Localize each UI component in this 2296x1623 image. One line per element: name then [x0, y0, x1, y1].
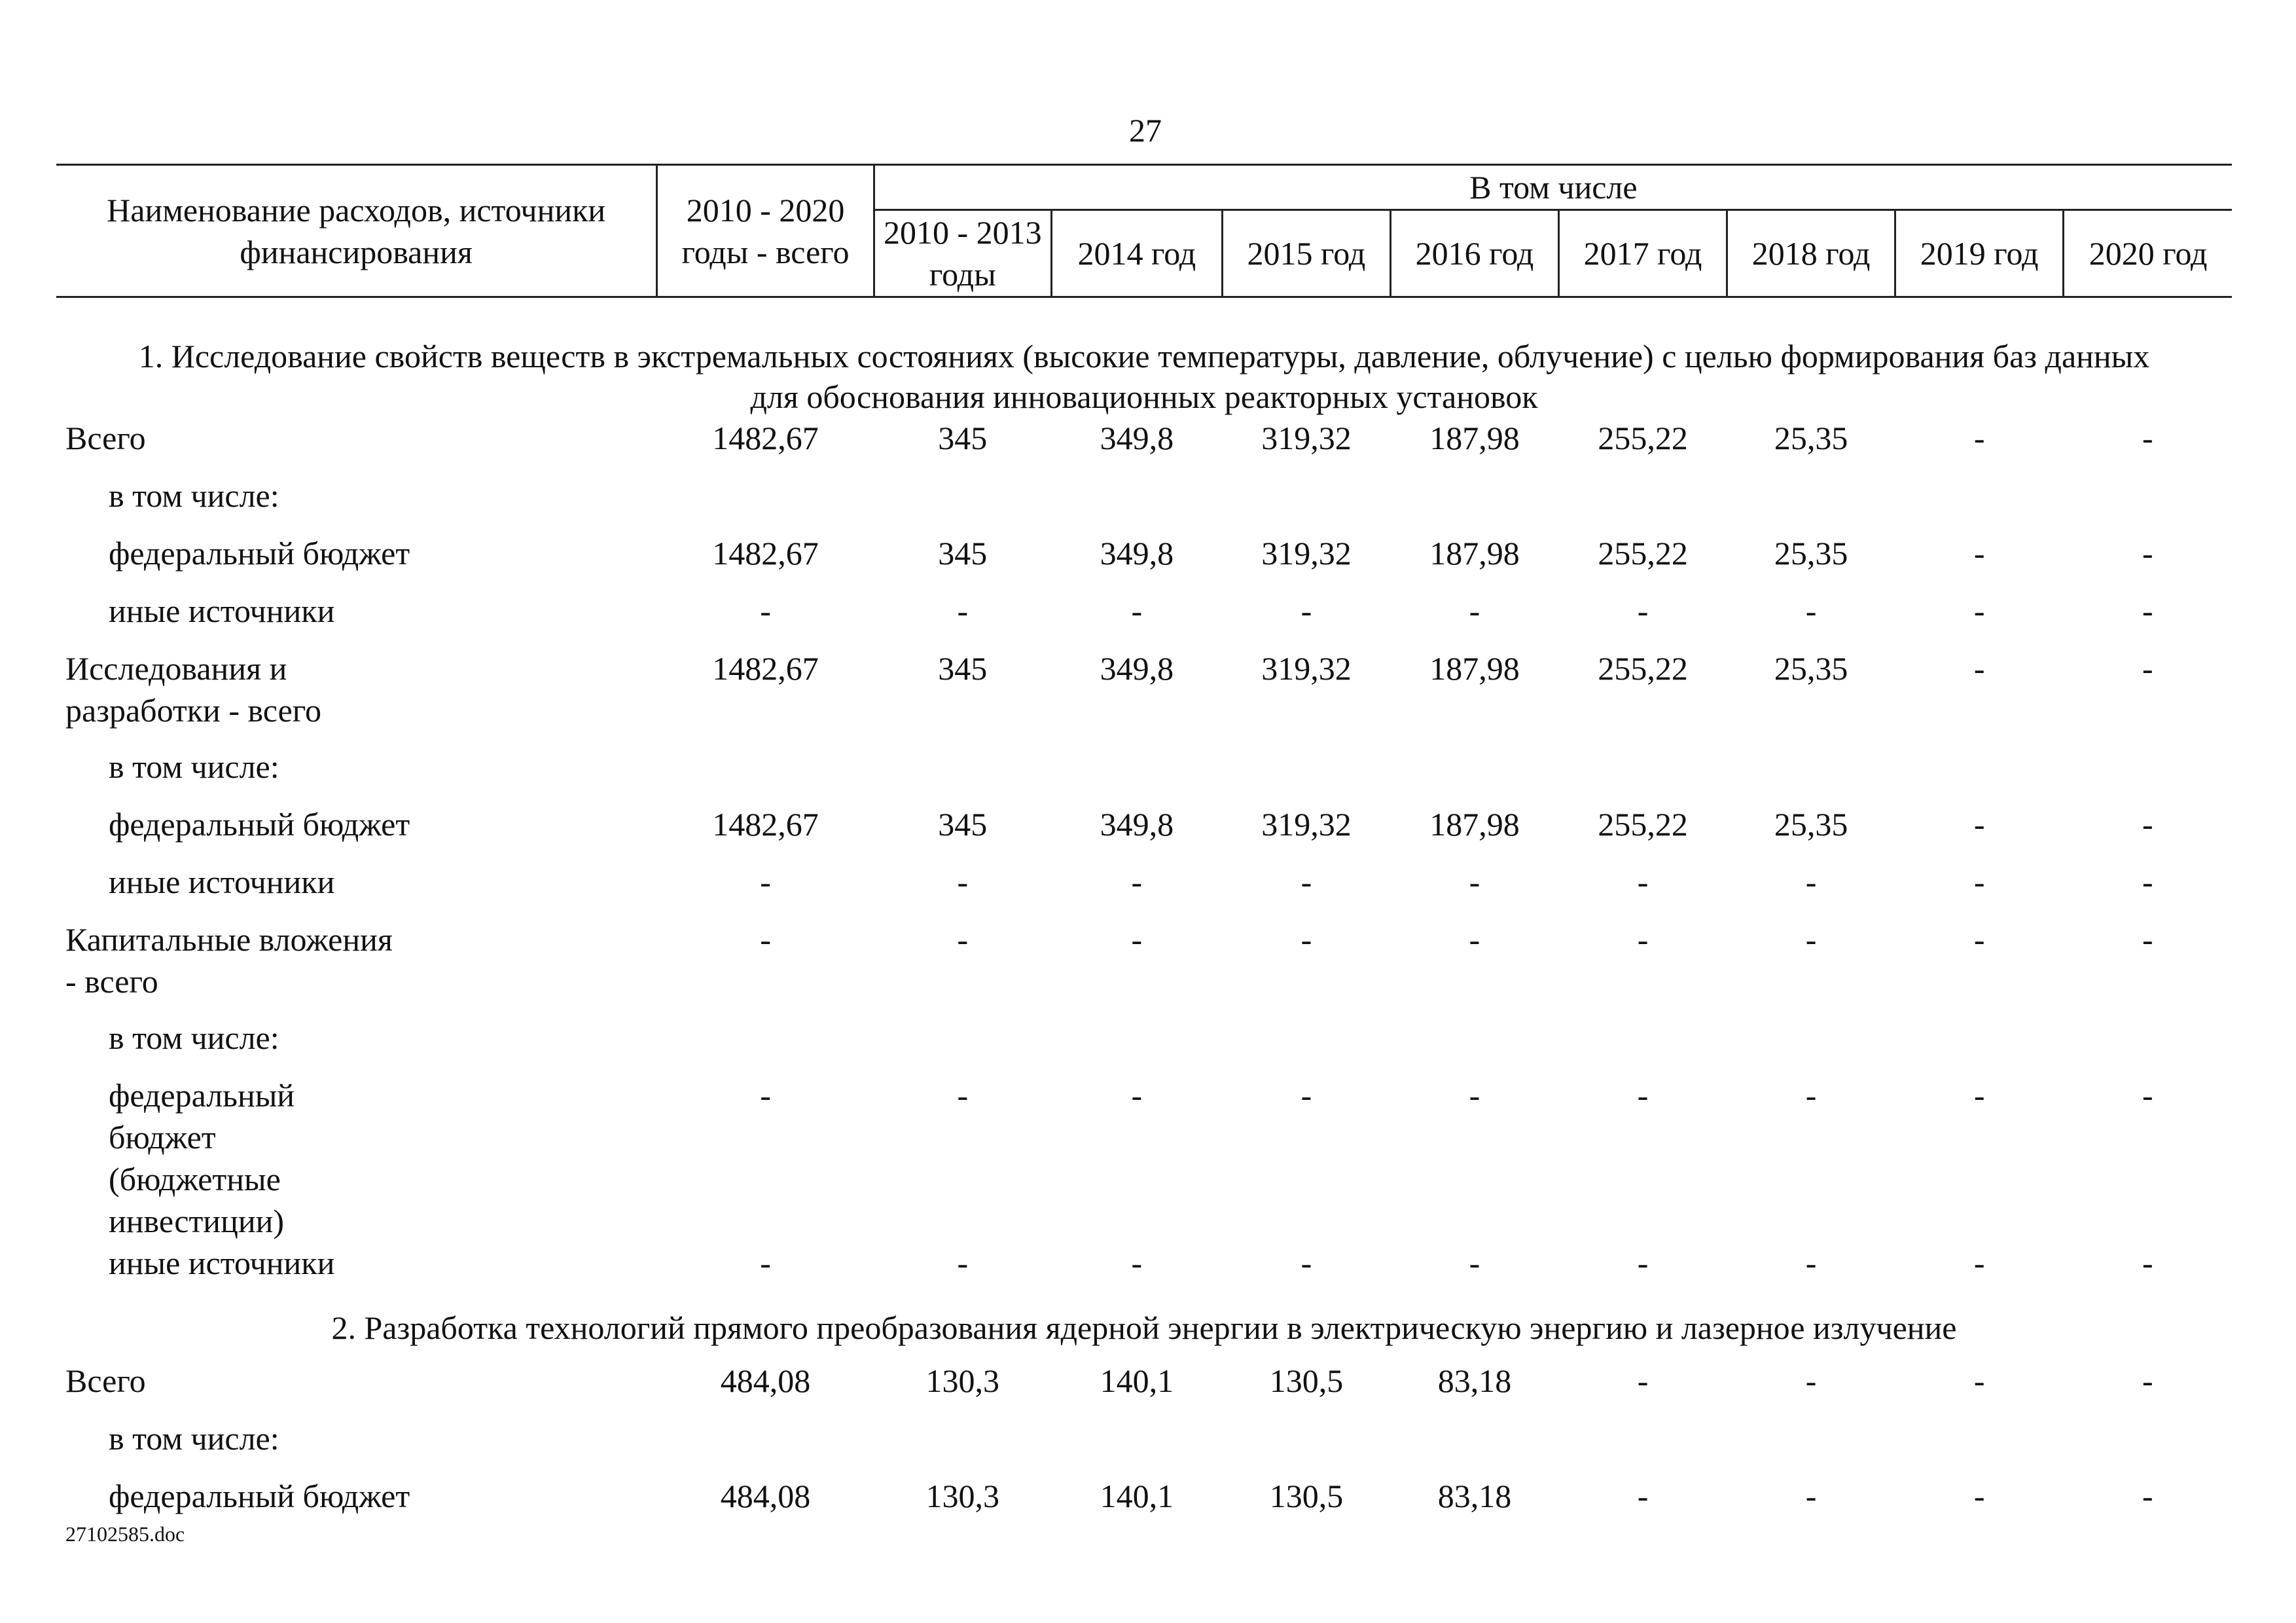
- value-cell: 345: [938, 650, 988, 687]
- table-row: [56, 1475, 2232, 1533]
- value-cell: -: [957, 864, 969, 900]
- value-cell: [1895, 1017, 2064, 1074]
- section-title: 2. Разработка технологий прямого преобразования ядерной энергии в электрическую энергию и лазерное излучение: [331, 1309, 1957, 1346]
- value-cell: -: [1469, 1077, 1480, 1114]
- value-cell: -: [2142, 593, 2153, 629]
- value-cell: 83,18: [1437, 1478, 1512, 1514]
- header-year-2020: 2020 год: [2064, 210, 2232, 297]
- value-cell: [1390, 746, 1558, 803]
- value-cell: -: [2142, 420, 2153, 456]
- value-cell: 140,1: [1100, 1478, 1174, 1514]
- value-cell: [2064, 475, 2232, 532]
- value-cell: -: [1131, 1077, 1143, 1114]
- value-cell: -: [760, 1245, 771, 1281]
- value-cell: 25,35: [1774, 420, 1848, 456]
- header-year-2017: 2017 год: [1559, 210, 1727, 297]
- table-row: [56, 861, 2232, 919]
- value-cell: 140,1: [1100, 1362, 1174, 1399]
- value-cell: [1390, 475, 1558, 532]
- value-cell: 83,18: [1437, 1362, 1512, 1399]
- value-cell: [1222, 475, 1390, 532]
- table-row: [56, 1074, 2232, 1242]
- value-cell: 1482,67: [712, 535, 819, 572]
- value-cell: [1222, 746, 1390, 803]
- value-cell: 319,32: [1261, 650, 1352, 687]
- value-cell: [1559, 746, 1727, 803]
- table-row: [56, 1360, 2232, 1417]
- value-cell: [1051, 1417, 1222, 1475]
- value-cell: 1482,67: [712, 420, 819, 456]
- table-row: [56, 475, 2232, 532]
- footer-filename: 27102585.doc: [65, 1522, 185, 1546]
- value-cell: [1222, 1017, 1390, 1074]
- value-cell: 187,98: [1429, 420, 1520, 456]
- value-cell: -: [1973, 535, 1985, 572]
- value-cell: 349,8: [1100, 650, 1174, 687]
- value-cell: [657, 475, 874, 532]
- value-cell: -: [1973, 1077, 1985, 1114]
- value-cell: [1727, 1017, 1895, 1074]
- value-cell: [1559, 475, 1727, 532]
- value-cell: -: [1973, 806, 1985, 843]
- header-year-2015: 2015 год: [1222, 210, 1390, 297]
- value-cell: -: [1300, 1245, 1312, 1281]
- row-label: иные источники: [109, 593, 335, 629]
- header-year-2018: 2018 год: [1727, 210, 1895, 297]
- value-cell: -: [1805, 921, 1817, 958]
- value-cell: -: [1637, 593, 1649, 629]
- row-label: федеральный бюджет: [109, 535, 410, 572]
- value-cell: 255,22: [1598, 650, 1688, 687]
- row-label: в том числе:: [109, 748, 279, 785]
- value-cell: 130,5: [1269, 1478, 1344, 1514]
- value-cell: 319,32: [1261, 806, 1352, 843]
- value-cell: 345: [938, 535, 988, 572]
- value-cell: [874, 746, 1051, 803]
- header-year-2014: 2014 год: [1051, 210, 1222, 297]
- row-label: федеральный бюджет (бюджетные инвестиции): [109, 1077, 295, 1239]
- row-label: в том числе:: [109, 477, 279, 514]
- value-cell: -: [2142, 921, 2153, 958]
- row-label: в том числе:: [109, 1019, 279, 1056]
- value-cell: [874, 1017, 1051, 1074]
- value-cell: -: [1805, 1077, 1817, 1114]
- section-title: 1. Исследование свойств веществ в экстремальных состояниях (высокие температуры, давление, облучение) с целью формирования баз данных для обоснования инновационных реакторных установок: [138, 338, 2150, 415]
- value-cell: 25,35: [1774, 650, 1848, 687]
- row-label: иные источники: [109, 1245, 335, 1281]
- value-cell: [657, 746, 874, 803]
- value-cell: -: [2142, 806, 2153, 843]
- financing-table: [56, 164, 2232, 1533]
- table-body: [56, 297, 2232, 1533]
- value-cell: 345: [938, 806, 988, 843]
- value-cell: -: [1805, 1478, 1817, 1514]
- value-cell: -: [1973, 593, 1985, 629]
- value-cell: [1390, 1417, 1558, 1475]
- value-cell: [1559, 1017, 1727, 1074]
- value-cell: 319,32: [1261, 535, 1352, 572]
- value-cell: [1222, 1417, 1390, 1475]
- table-row: [56, 417, 2232, 475]
- value-cell: [874, 1417, 1051, 1475]
- header-year-2016: 2016 год: [1390, 210, 1558, 297]
- value-cell: 1482,67: [712, 650, 819, 687]
- value-cell: 484,08: [720, 1478, 811, 1514]
- value-cell: -: [1973, 921, 1985, 958]
- value-cell: [1559, 1417, 1727, 1475]
- value-cell: [1727, 475, 1895, 532]
- value-cell: -: [760, 1077, 771, 1114]
- value-cell: -: [957, 1245, 969, 1281]
- value-cell: -: [1131, 864, 1143, 900]
- value-cell: [1895, 1417, 2064, 1475]
- header-year-2019: 2019 год: [1895, 210, 2064, 297]
- row-label: в том числе:: [109, 1420, 279, 1457]
- header-name-column: Наименование расходов, источники финансирования: [56, 165, 657, 297]
- value-cell: -: [1469, 921, 1480, 958]
- value-cell: [1895, 475, 2064, 532]
- value-cell: -: [1805, 1362, 1817, 1399]
- row-label: Всего: [65, 420, 146, 456]
- value-cell: -: [957, 593, 969, 629]
- header-total-column: 2010 - 2020 годы - всего: [657, 165, 874, 297]
- value-cell: -: [1973, 1245, 1985, 1281]
- value-cell: 25,35: [1774, 535, 1848, 572]
- value-cell: 187,98: [1429, 650, 1520, 687]
- table-row: [56, 746, 2232, 803]
- table-row: [56, 1017, 2232, 1074]
- value-cell: -: [760, 864, 771, 900]
- value-cell: -: [1131, 593, 1143, 629]
- table-row: [56, 803, 2232, 861]
- value-cell: -: [1805, 864, 1817, 900]
- value-cell: [1051, 746, 1222, 803]
- value-cell: -: [1637, 1245, 1649, 1281]
- row-label: иные источники: [109, 864, 335, 900]
- value-cell: 25,35: [1774, 806, 1848, 843]
- value-cell: -: [2142, 1077, 2153, 1114]
- row-label: федеральный бюджет: [109, 806, 410, 843]
- value-cell: -: [1131, 1245, 1143, 1281]
- value-cell: [657, 1417, 874, 1475]
- value-cell: [2064, 1417, 2232, 1475]
- value-cell: 130,3: [925, 1478, 1000, 1514]
- value-cell: -: [2142, 1478, 2153, 1514]
- value-cell: -: [1637, 864, 1649, 900]
- value-cell: -: [1300, 864, 1312, 900]
- value-cell: [2064, 1017, 2232, 1074]
- value-cell: -: [1805, 1245, 1817, 1281]
- row-label: федеральный бюджет: [109, 1478, 410, 1514]
- value-cell: -: [2142, 1245, 2153, 1281]
- value-cell: -: [760, 593, 771, 629]
- value-cell: 255,22: [1598, 420, 1688, 456]
- value-cell: -: [760, 921, 771, 958]
- value-cell: -: [1300, 1077, 1312, 1114]
- value-cell: 484,08: [720, 1362, 811, 1399]
- value-cell: 255,22: [1598, 806, 1688, 843]
- value-cell: -: [2142, 1362, 2153, 1399]
- value-cell: -: [1637, 1077, 1649, 1114]
- value-cell: [1895, 746, 2064, 803]
- value-cell: -: [2142, 864, 2153, 900]
- value-cell: -: [1973, 1478, 1985, 1514]
- table-row: [56, 532, 2232, 590]
- value-cell: -: [1973, 864, 1985, 900]
- value-cell: -: [1973, 650, 1985, 687]
- value-cell: -: [957, 921, 969, 958]
- value-cell: 187,98: [1429, 806, 1520, 843]
- row-label: Всего: [65, 1362, 146, 1399]
- header-year-2010-2013: 2010 - 2013 годы: [874, 210, 1051, 297]
- financing-table-wrapper: [56, 164, 2232, 1533]
- value-cell: [2064, 746, 2232, 803]
- value-cell: -: [1805, 593, 1817, 629]
- value-cell: [657, 1017, 874, 1074]
- value-cell: 349,8: [1100, 535, 1174, 572]
- table-row: [56, 590, 2232, 647]
- value-cell: [1727, 1417, 1895, 1475]
- section-heading-row: [56, 297, 2232, 418]
- value-cell: -: [1973, 420, 1985, 456]
- value-cell: 187,98: [1429, 535, 1520, 572]
- value-cell: [874, 475, 1051, 532]
- row-label: Капитальные вложения - всего: [65, 921, 393, 1000]
- value-cell: 349,8: [1100, 806, 1174, 843]
- row-label: Исследования и разработки - всего: [65, 650, 322, 729]
- value-cell: 255,22: [1598, 535, 1688, 572]
- value-cell: -: [1469, 1245, 1480, 1281]
- value-cell: -: [1300, 593, 1312, 629]
- value-cell: [1051, 1017, 1222, 1074]
- value-cell: -: [957, 1077, 969, 1114]
- value-cell: 130,5: [1269, 1362, 1344, 1399]
- table-row: [56, 1417, 2232, 1475]
- value-cell: -: [1300, 921, 1312, 958]
- value-cell: -: [1637, 1478, 1649, 1514]
- page-number: 27: [1129, 112, 1162, 149]
- value-cell: 349,8: [1100, 420, 1174, 456]
- value-cell: -: [2142, 650, 2153, 687]
- table-row: [56, 647, 2232, 746]
- value-cell: -: [1637, 921, 1649, 958]
- table-row: [56, 919, 2232, 1017]
- value-cell: -: [1469, 864, 1480, 900]
- section-heading-row: [56, 1300, 2232, 1360]
- value-cell: [1727, 746, 1895, 803]
- value-cell: 1482,67: [712, 806, 819, 843]
- value-cell: -: [1637, 1362, 1649, 1399]
- header-group-column: В том числе: [874, 165, 2232, 210]
- table-row: [56, 1242, 2232, 1300]
- value-cell: -: [1973, 1362, 1985, 1399]
- value-cell: 130,3: [925, 1362, 1000, 1399]
- value-cell: -: [1131, 921, 1143, 958]
- value-cell: [1051, 475, 1222, 532]
- value-cell: 319,32: [1261, 420, 1352, 456]
- value-cell: -: [2142, 535, 2153, 572]
- value-cell: 345: [938, 420, 988, 456]
- value-cell: -: [1469, 593, 1480, 629]
- value-cell: [1390, 1017, 1558, 1074]
